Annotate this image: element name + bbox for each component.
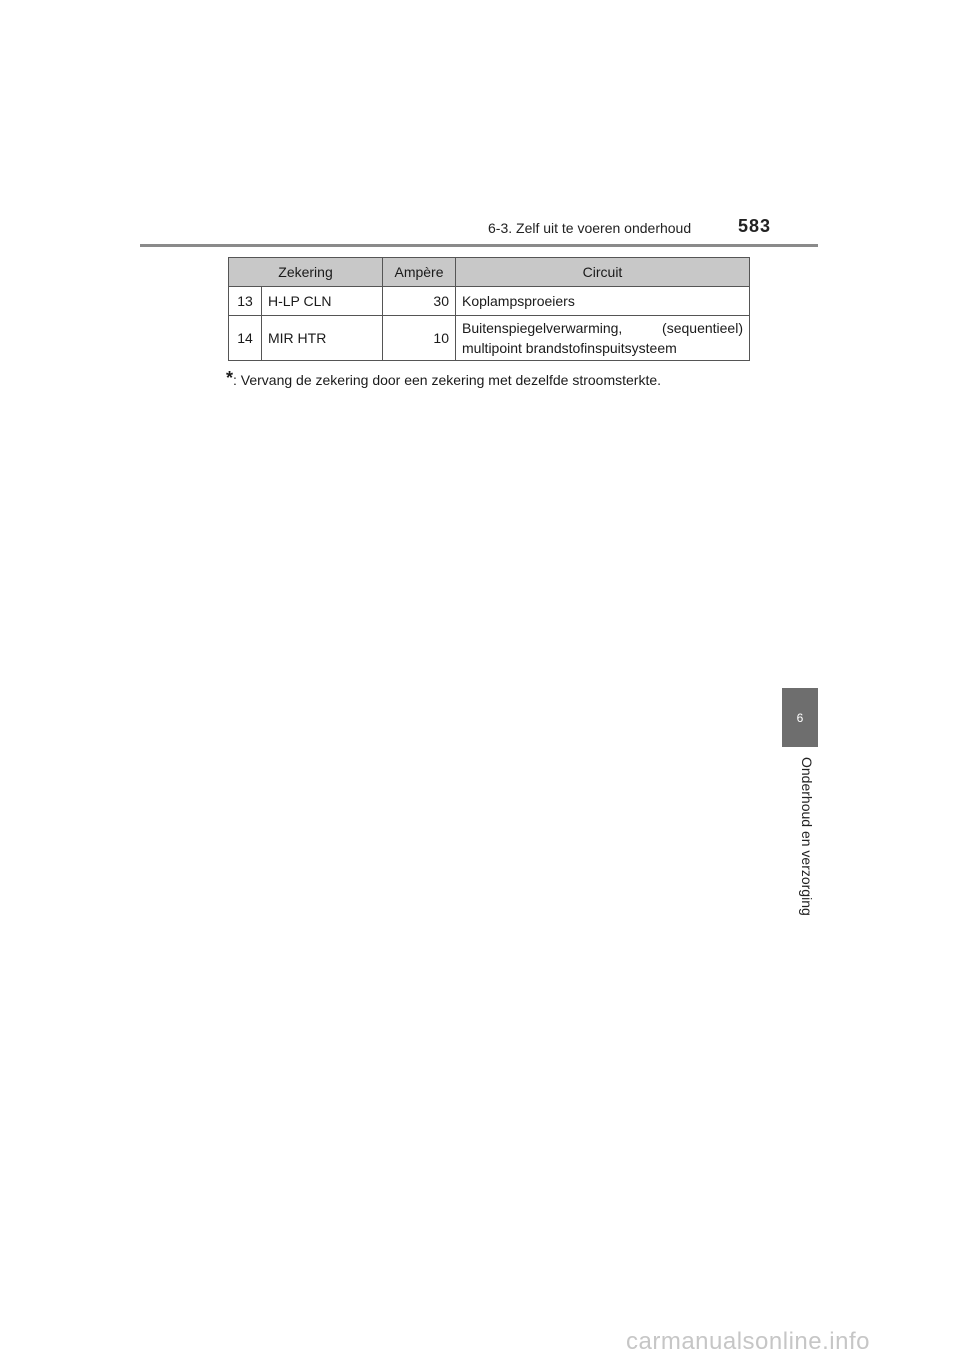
table-row xyxy=(229,287,750,316)
chapter-number: 6 xyxy=(796,710,804,725)
fuse-table xyxy=(228,257,750,361)
fuse-number: 14 xyxy=(229,316,262,361)
chapter-tab xyxy=(782,688,818,747)
header-ampere: Ampère xyxy=(383,258,456,287)
footnote-marker: * xyxy=(226,368,234,388)
fuse-number: 13 xyxy=(229,287,262,316)
page-number: 583 xyxy=(738,216,772,236)
fuse-circuit: Koplampsproeiers xyxy=(456,287,750,316)
watermark: carmanualsonline.info xyxy=(626,1328,870,1355)
fuse-ampere: 10 xyxy=(383,316,456,361)
fuse-name: MIR HTR xyxy=(262,316,383,361)
footnote-text: : Vervang de zekering door een zekering met dezelfde stroomsterkte. xyxy=(233,372,662,388)
table-row xyxy=(229,316,750,361)
section-title: 6-3. Zelf uit te voeren onderhoud xyxy=(488,220,692,236)
header-circuit: Circuit xyxy=(456,258,750,287)
fuse-circuit: Buitenspiegelverwarming, (sequentieel) multipoint brandstofinspuitsysteem xyxy=(456,316,750,361)
header-divider xyxy=(140,244,818,247)
footnote xyxy=(226,368,661,389)
table-header-row xyxy=(229,258,750,287)
chapter-title: Onderhoud en verzorging xyxy=(799,757,815,916)
fuse-name: H-LP CLN xyxy=(262,287,383,316)
header-zekering: Zekering xyxy=(229,258,383,287)
fuse-ampere: 30 xyxy=(383,287,456,316)
